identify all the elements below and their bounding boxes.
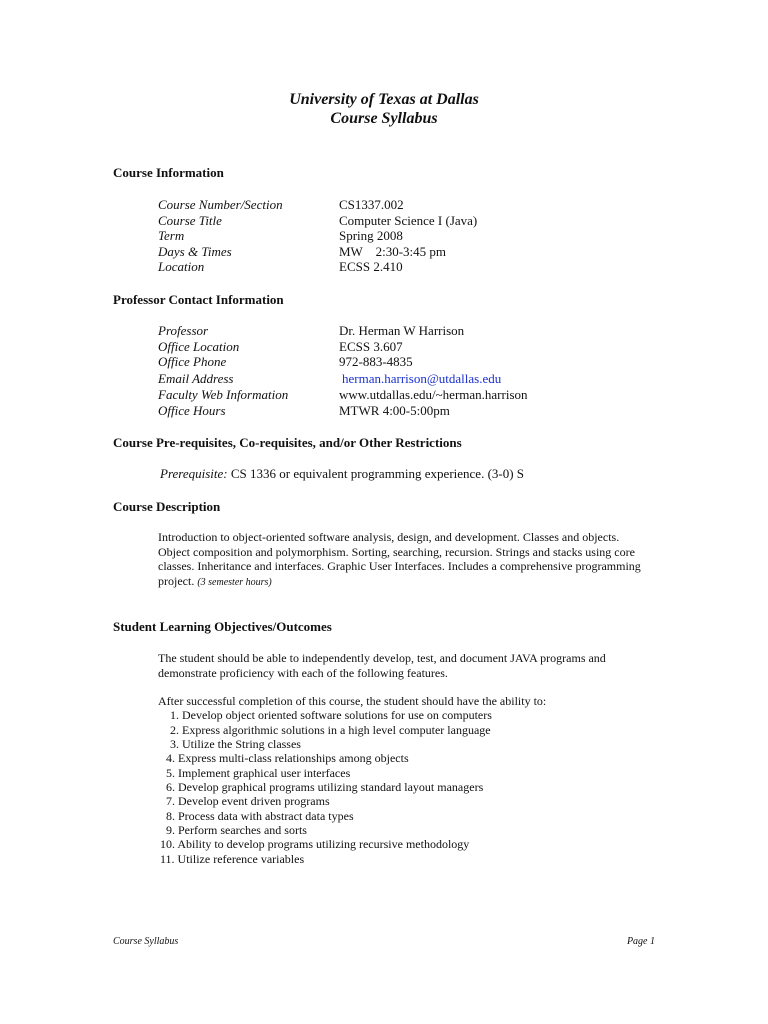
objective-item: 11. Utilize reference variables — [160, 852, 305, 866]
document-subtitle: Course Syllabus — [330, 110, 438, 127]
page-number: Page 1 — [626, 936, 655, 947]
info-value: Spring 2008 — [339, 228, 403, 243]
info-value: 972-883-4835 — [339, 354, 413, 369]
prerequisites-heading: Course Pre-requisites, Co-requisites, and/or Other Restrictions — [113, 435, 462, 450]
course-info-row — [158, 197, 404, 212]
email-link[interactable]: herman.harrison@utdallas.edu — [342, 371, 502, 386]
info-value: MW 2:30-3:45 pm — [339, 244, 447, 259]
professor-contact-heading: Professor Contact Information — [113, 292, 284, 307]
learning-objectives-heading: Student Learning Objectives/Outcomes — [113, 619, 332, 634]
objective-item: 5. Implement graphical user interfaces — [166, 766, 351, 780]
course-information-heading: Course Information — [113, 165, 224, 180]
info-label: Professor — [158, 323, 209, 338]
info-value: ECSS 2.410 — [339, 259, 403, 274]
professor-info-row — [158, 403, 450, 418]
objectives-lead: After successful completion of this course, the student should have the ability to: — [158, 694, 547, 708]
objective-item: 10. Ability to develop programs utilizing recursive methodology — [160, 837, 470, 851]
info-value: Dr. Herman W Harrison — [339, 323, 465, 338]
semester-hours: (3 semester hours) — [197, 576, 272, 588]
info-label: Term — [158, 228, 185, 243]
objectives-intro: The student should be able to independently develop, test, and document JAVA programs and demonstrate proficiency with each of the following features. — [158, 651, 606, 680]
info-value: Computer Science I (Java) — [339, 213, 478, 228]
objective-item: 6. Develop graphical programs utilizing standard layout managers — [166, 780, 484, 794]
document-title: University of Texas at Dallas — [289, 91, 479, 108]
objective-item: 4. Express multi-class relationships among objects — [166, 751, 409, 765]
course-info-row — [158, 213, 477, 228]
prerequisite-line — [160, 466, 524, 482]
professor-info-row — [158, 323, 464, 338]
objective-item: 8. Process data with abstract data types — [166, 809, 354, 823]
info-label: Days & Times — [158, 244, 232, 259]
description-body: Introduction to object-oriented software analysis, design, and development. Classes and objects. Object composition and polymorphism. Sorting, searching, recursion. Strings and stacks using core classes. Inheritance and interfaces. Graphic User Interfaces. Includes a comprehensive programming project. — [158, 530, 641, 588]
prerequisite-text: CS 1336 or equivalent programming experience. (3-0) S — [230, 466, 525, 481]
course-description-heading: Course Description — [113, 499, 221, 514]
course-description-text — [158, 530, 648, 590]
info-value: MTWR 4:00-5:00pm — [339, 403, 450, 418]
professor-info-row — [158, 339, 403, 354]
info-label: Office Location — [158, 339, 240, 354]
info-value: CS1337.002 — [339, 197, 404, 212]
info-label: Course Title — [158, 213, 222, 228]
info-value: ECSS 3.607 — [339, 339, 403, 354]
info-label: Location — [158, 259, 205, 274]
objective-item: 1. Develop object oriented software solutions for use on computers — [170, 708, 492, 722]
professor-info-row — [158, 354, 413, 369]
info-label: Email Address — [158, 371, 234, 386]
professor-info-row — [158, 387, 528, 402]
prerequisite-label: Prerequisite: — [160, 466, 228, 481]
objective-item: 9. Perform searches and sorts — [166, 823, 307, 837]
info-label: Office Phone — [158, 354, 227, 369]
course-info-row — [158, 244, 446, 259]
course-info-row — [158, 228, 403, 243]
info-label: Office Hours — [158, 403, 226, 418]
faculty-web-link[interactable]: www.utdallas.edu/~herman.harrison — [339, 387, 528, 402]
objective-item: 3. Utilize the String classes — [170, 737, 301, 751]
objective-item: 2. Express algorithmic solutions in a high level computer language — [170, 723, 491, 737]
course-info-row — [158, 259, 403, 274]
info-label: Course Number/Section — [158, 197, 283, 212]
professor-info-row — [158, 371, 501, 386]
objective-item: 7. Develop event driven programs — [166, 794, 330, 808]
footer-title: Course Syllabus — [113, 936, 179, 947]
info-label: Faculty Web Information — [158, 387, 289, 402]
